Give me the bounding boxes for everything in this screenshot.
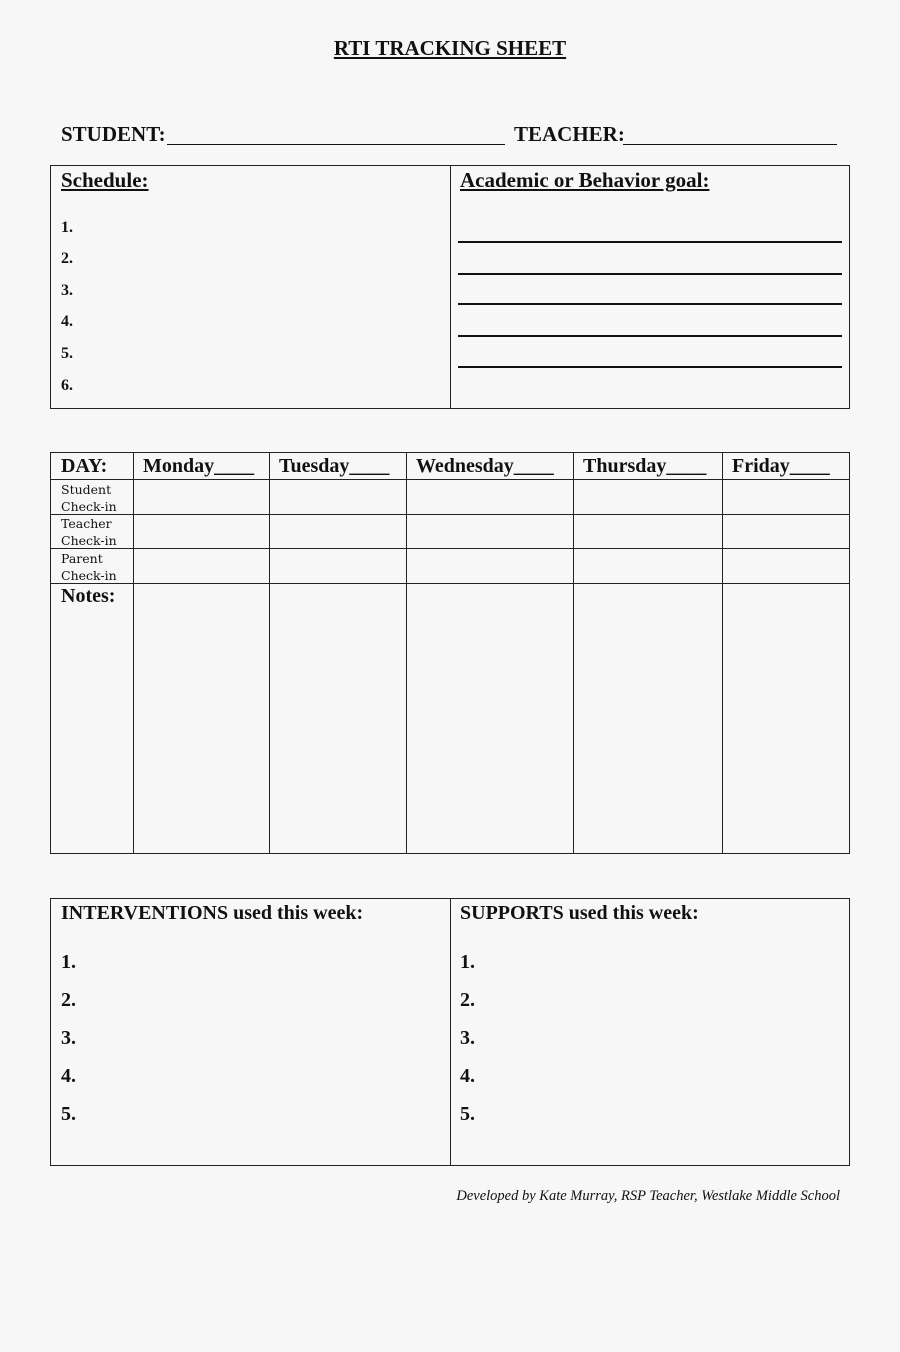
row-label-line: Student [61,482,112,497]
teacher-name-field[interactable] [623,144,837,145]
day-label: DAY: [61,455,108,477]
intervention-item: 4. [61,1065,76,1087]
day-header-monday: Monday____ [143,455,255,477]
schedule-item: 2. [61,250,73,267]
page-title: RTI TRACKING SHEET [333,36,567,60]
notes-label: Notes: [61,585,116,607]
goal-line[interactable] [458,273,842,275]
support-item: 5. [460,1103,475,1125]
goal-line[interactable] [458,366,842,368]
goal-line[interactable] [458,303,842,305]
support-item: 1. [460,951,475,973]
schedule-item: 6. [61,377,73,394]
student-label: STUDENT: [61,122,166,146]
day-header-friday: Friday____ [732,455,830,477]
schedule-item: 5. [61,345,73,362]
schedule-item: 3. [61,282,73,299]
day-tracking-table [50,452,850,854]
support-item: 4. [460,1065,475,1087]
schedule-goal-box [50,165,850,409]
column-divider [450,899,451,1165]
intervention-item: 1. [61,951,76,973]
row-label-line: Parent [61,551,103,566]
schedule-item: 1. [61,219,73,236]
footer-credit: Developed by Kate Murray, RSP Teacher, Westlake Middle School [456,1188,840,1204]
row-label-teacher-checkin [61,515,117,549]
table-column-divider [573,453,574,853]
table-row-divider [51,583,849,584]
goal-heading: Academic or Behavior goal: [460,168,710,192]
student-name-field[interactable] [167,144,505,145]
intervention-item: 2. [61,989,76,1011]
interventions-heading: INTERVENTIONS used this week: [61,902,364,924]
row-label-line: Check-in [61,533,117,548]
table-column-divider [722,453,723,853]
teacher-label: TEACHER: [514,122,625,146]
intervention-item: 3. [61,1027,76,1049]
table-column-divider [406,453,407,853]
day-header-thursday: Thursday____ [583,455,707,477]
row-label-line: Check-in [61,499,117,514]
row-label-line: Teacher [61,516,112,531]
table-row-divider [51,548,849,549]
day-header-tuesday: Tuesday____ [279,455,390,477]
goal-line[interactable] [458,335,842,337]
goal-line[interactable] [458,241,842,243]
schedule-item: 4. [61,313,73,330]
row-label-line: Check-in [61,568,117,583]
table-column-divider [269,453,270,853]
student-teacher-line [61,122,841,150]
interventions-supports-box [50,898,850,1166]
table-row-divider [51,479,849,480]
table-column-divider [133,453,134,853]
support-item: 3. [460,1027,475,1049]
schedule-heading: Schedule: [61,168,149,192]
row-label-parent-checkin [61,550,117,584]
intervention-item: 5. [61,1103,76,1125]
row-label-student-checkin [61,481,117,515]
table-row-divider [51,514,849,515]
day-header-wednesday: Wednesday____ [416,455,554,477]
support-item: 2. [460,989,475,1011]
supports-heading: SUPPORTS used this week: [460,902,699,924]
column-divider [450,166,451,408]
